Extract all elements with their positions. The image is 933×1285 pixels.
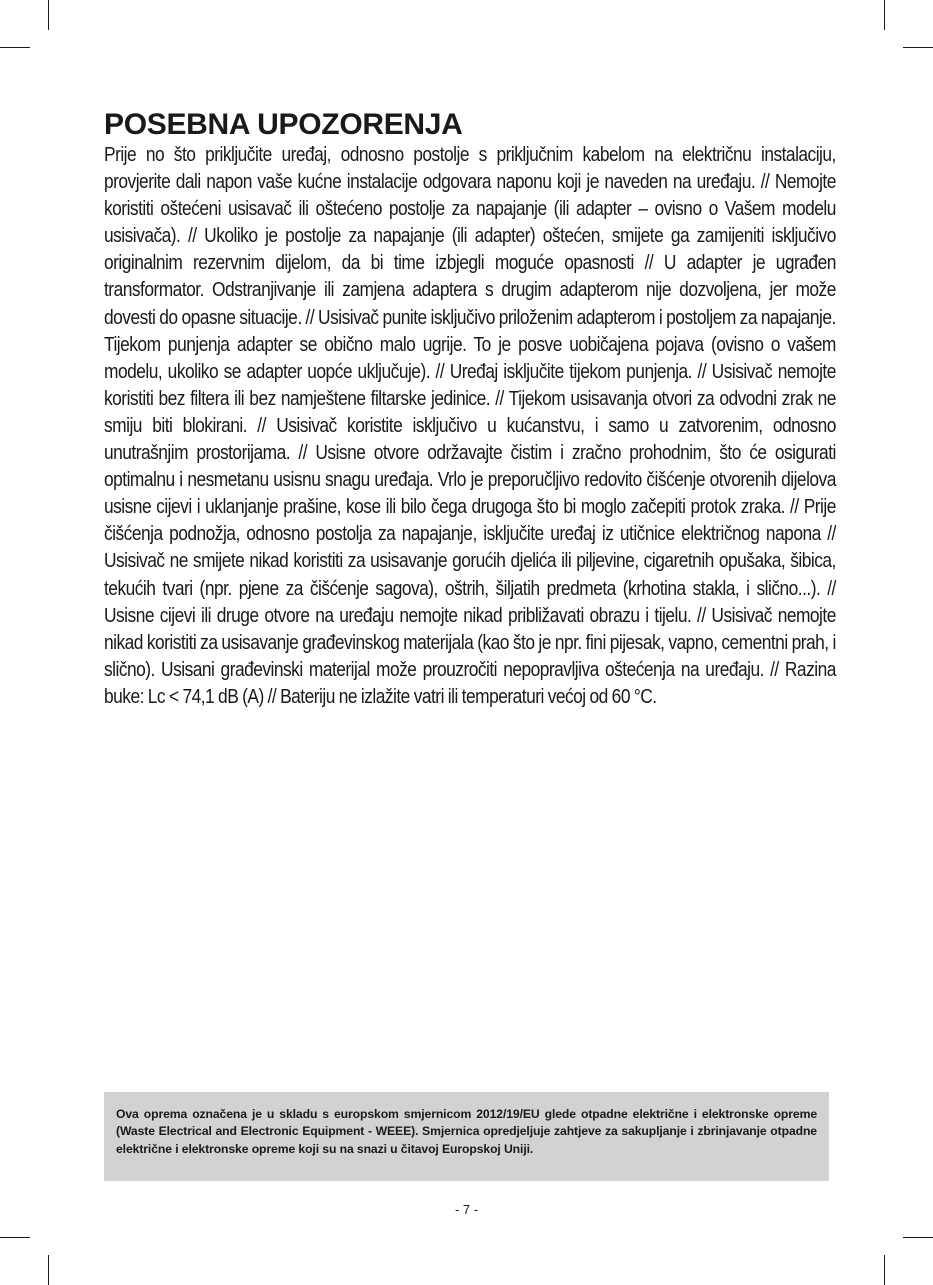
crop-mark-top-left	[0, 47, 30, 48]
crop-mark-bottom-right	[903, 1237, 933, 1238]
crop-mark-bottom-left	[48, 1255, 49, 1285]
crop-mark-top-right	[884, 0, 885, 30]
page-title: POSEBNA UPOZORENJA	[104, 108, 463, 141]
crop-mark-bottom-right	[884, 1255, 885, 1285]
crop-mark-top-left	[48, 0, 49, 30]
crop-mark-top-right	[903, 47, 933, 48]
warnings-body: Prije no što priključite uređaj, odnosno postolje s priključnim kabelom na električnu instalaciju, provjerite dali napon vaše kućne instalacije odgovara naponu koji je naveden na uređaju. // Nemojte koristiti oštećeni usisavač ili oštećeno postolje za napajanje (ili adapter – ovisno o Vašem modelu usisivača). // Ukoliko je postolje za napajanje (ili adapter) oštećen, smijete ga zamijeniti isključivo originalnim rezervnim dijelom, da bi time izbjegli moguće opasnosti // U adapter je ugrađen transformator. Odstranjivanje ili zamjena adaptera s drugim adapterom nije dozvoljena, jer može dovesti do opasne situacije. // Usisivač punite isključivo priloženim adapterom i postoljem za napajanje. Tijekom punjenja adapter se obično malo ugrije. To je posve uobičajena pojava (ovisno o vašem modelu, ukoliko se adapter uopće uključuje). // Uređaj isključite tijekom punjenja. // Usisivač nemojte koristiti bez filtera ili bez namještene filtarske jedinice. // Tijekom usisavanja otvori za odvodni zrak ne smiju biti blokirani. // Usisivač koristite isključivo u kućanstvu, i samo u zatvorenim, odnosno unutrašnjim prostorijama. // Usisne otvore održavajte čistim i zračno prohodnim, što će osigurati optimalnu i nesmetanu usisnu snagu uređaja. Vrlo je preporučljivo redovito čišćenje otvorenih dijelova usisne cijevi i uklanjanje prašine, kose ili bilo čega drugoga što bi moglo začepiti protok zraka. // Prije čišćenja podnožja, odnosno postolja za napajanje, isključite uređaj iz utičnice električnog napona // Usisivač ne smijete nikad koristiti za usisavanje gorućih djelića ili piljevine, cigaretnih opušaka, šibica, tekućih tvari (npr. pjene za čišćenje sagova), oštrih, šiljatih predmeta (krhotina stakla, i slično...). // Usisne cijevi ili druge otvore na uređaju nemojte nikad približavati obrazu i tijelu. // Usisivač nemojte nikad koristiti za usisavanje građevinskog materijala (kao što je npr. fini pijesak, vapno, cementni prah, i slično). Usisani građevinski materijal može prouzročiti nepopravljiva oštećenja na uređaju. // Razina buke: Lc < 74,1 dB (A) // Bateriju ne izlažite vatri ili temperaturi većoj od 60 °C.	[104, 144, 836, 708]
crop-mark-bottom-left	[0, 1237, 30, 1238]
page-number: - 7 -	[454, 1202, 479, 1217]
weee-notice-box	[104, 1092, 829, 1181]
weee-notice-text: Ova oprema označena je u skladu s europskom smjernicom 2012/19/EU glede otpadne električne i elektronske opreme (Waste Electrical and Electronic Equipment - WEEE). Smjernica opredjeljuje zahtjeve za sakupljanje i zbrinjavanje otpadne električne i elektronske opreme koji su na snazi u čitavoj Europskoj Uniji.	[116, 1107, 817, 1156]
